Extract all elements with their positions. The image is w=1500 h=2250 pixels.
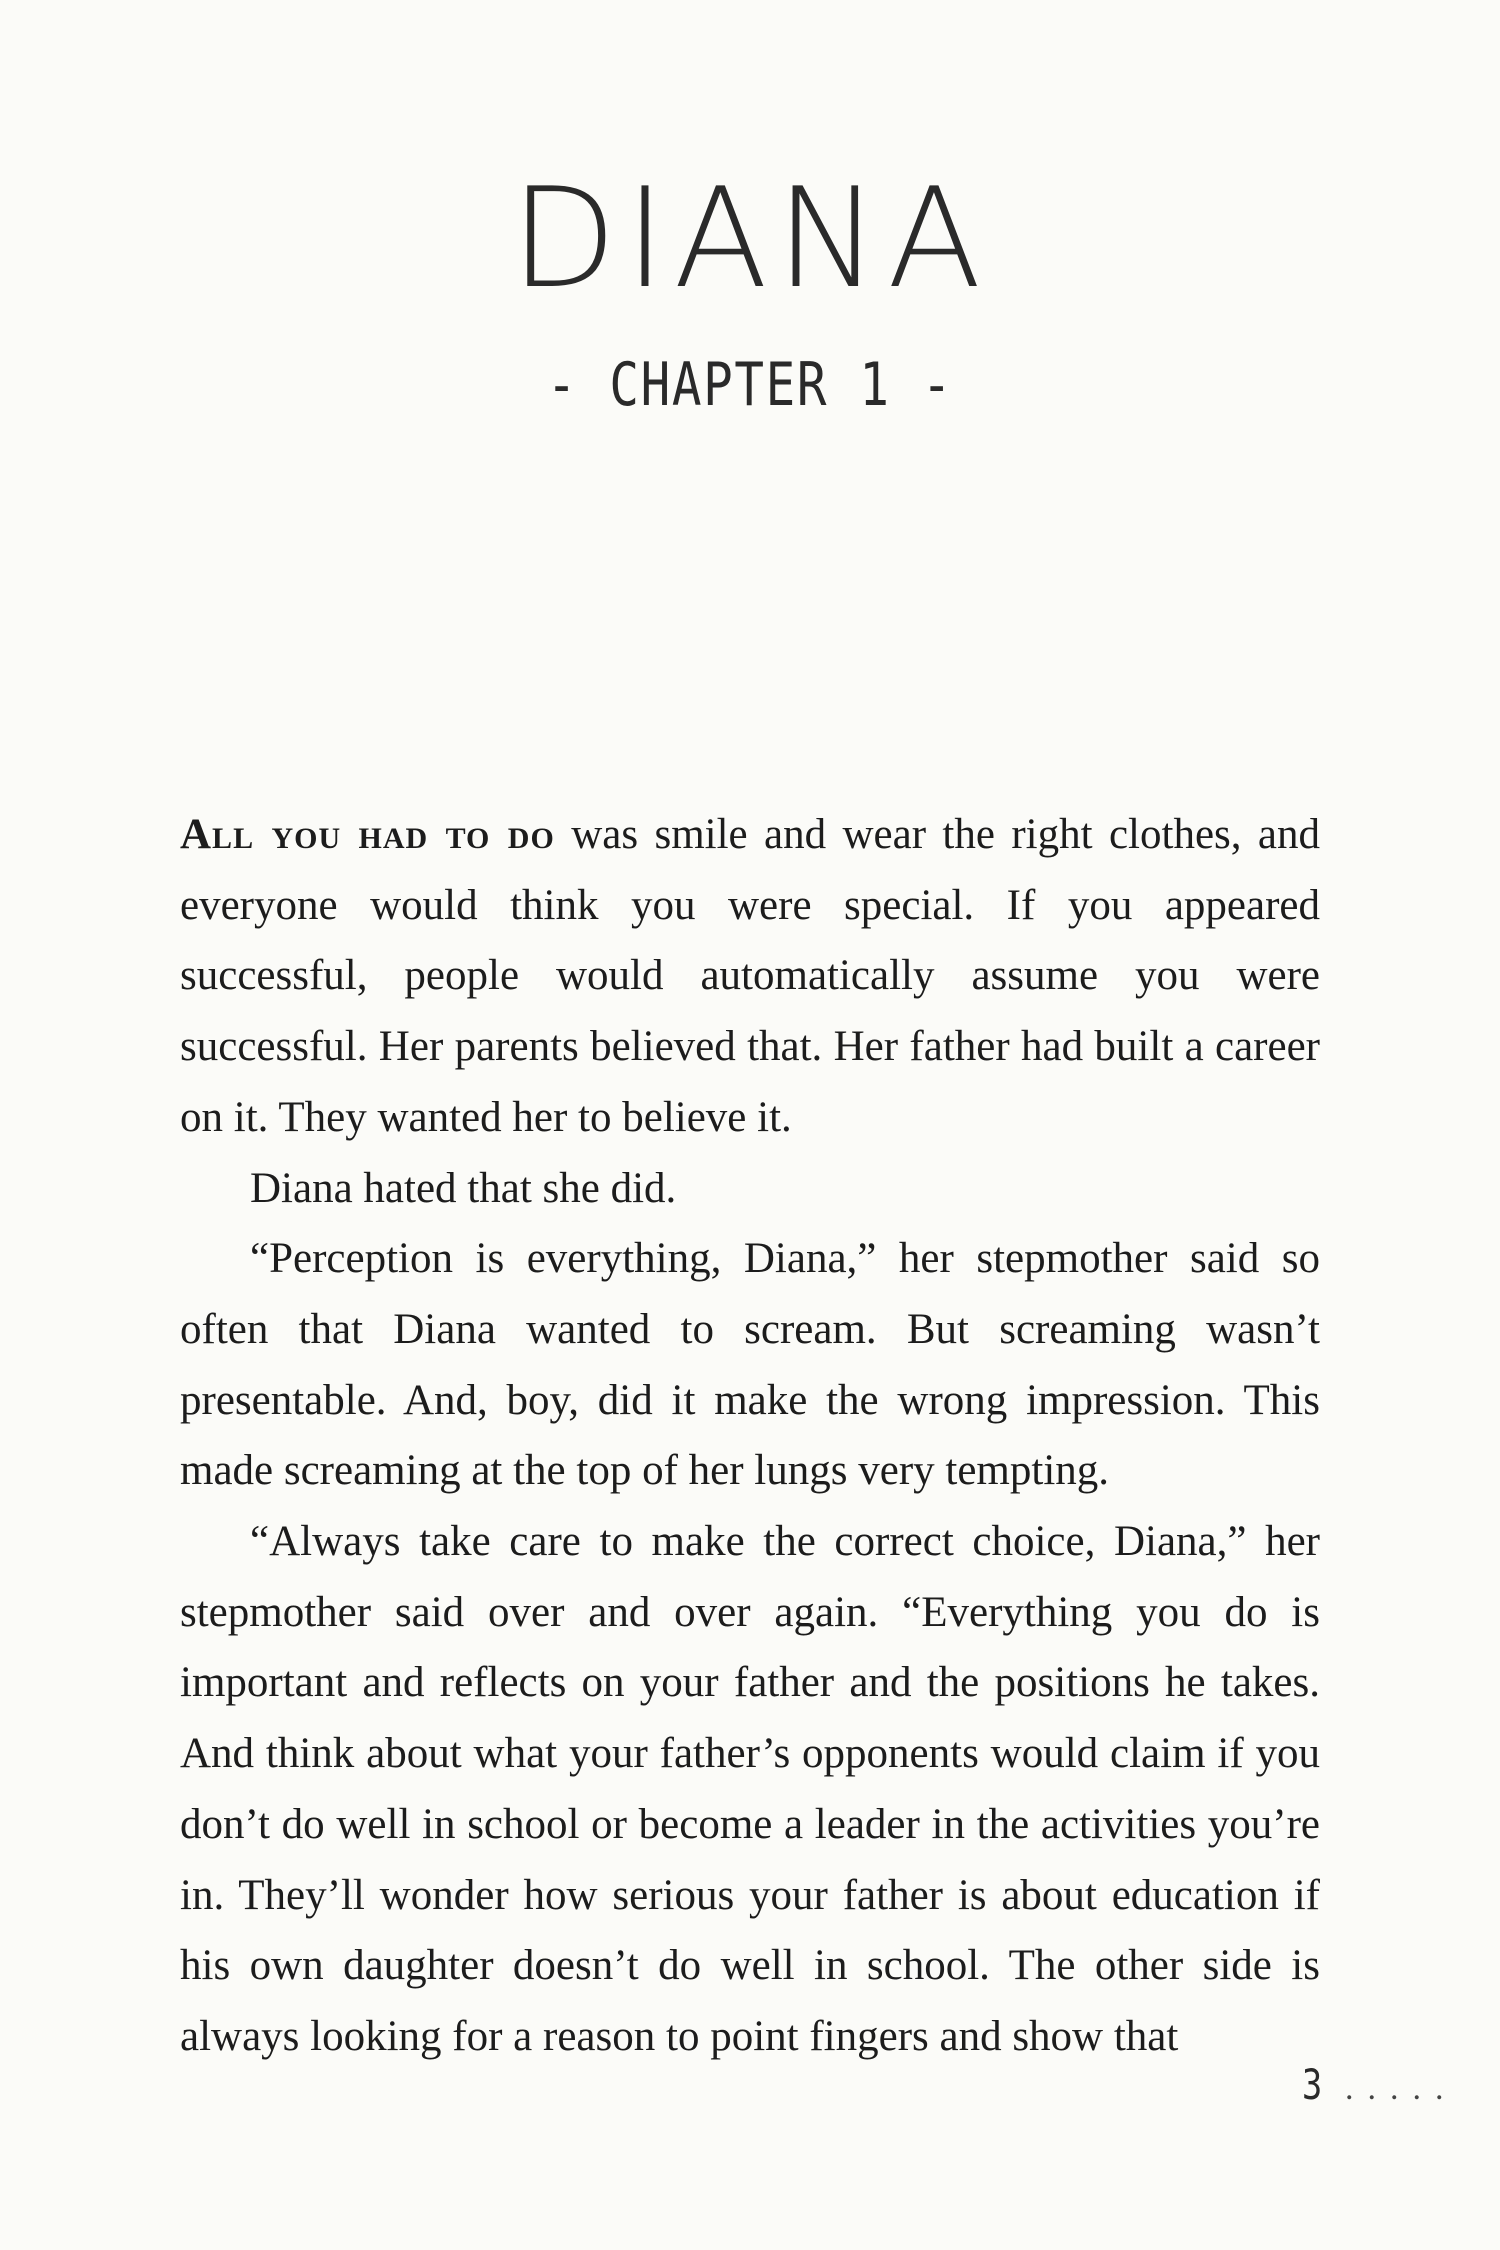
chapter-number: - CHAPTER 1 - (546, 350, 954, 420)
paragraph-2: Diana hated that she did. (250, 1164, 677, 1212)
body-text (180, 800, 1320, 2073)
page-number-dots: ..... (1345, 2070, 1458, 2107)
page-number: 3 (1302, 2060, 1323, 2109)
chapter-title: DIANA (510, 158, 990, 319)
paragraph-1-text: was smile and wear the right clothes, and everyone would think you were special. If you appeared successful, people would automatically assume you were successful. Her parents believed that. Her father had built a career on it. They wanted her to believe it. (180, 811, 1320, 1141)
paragraph-1 (180, 800, 1320, 1154)
paragraph-3: “Perception is everything, Diana,” her stepmother said so often that Diana wanted to scream. But screaming wasn’t presentable. And, boy, did it make the wrong impression. This made screaming at the top of her lungs very tempting. (180, 1235, 1320, 1495)
lead-in: All you had to do (180, 811, 555, 858)
paragraph-4: “Always take care to make the correct choice, Diana,” her stepmother said over and over again. “Everything you do is important and reflects on your father and the positions he takes. And think about what your father’s opponents would claim if you don’t do well in school or become a leader in the activities you’re in. They’ll wonder how serious your father is about education if his own daughter doesn’t do well in school. The other side is always looking for a reason to point fingers and show that (180, 1518, 1320, 2060)
